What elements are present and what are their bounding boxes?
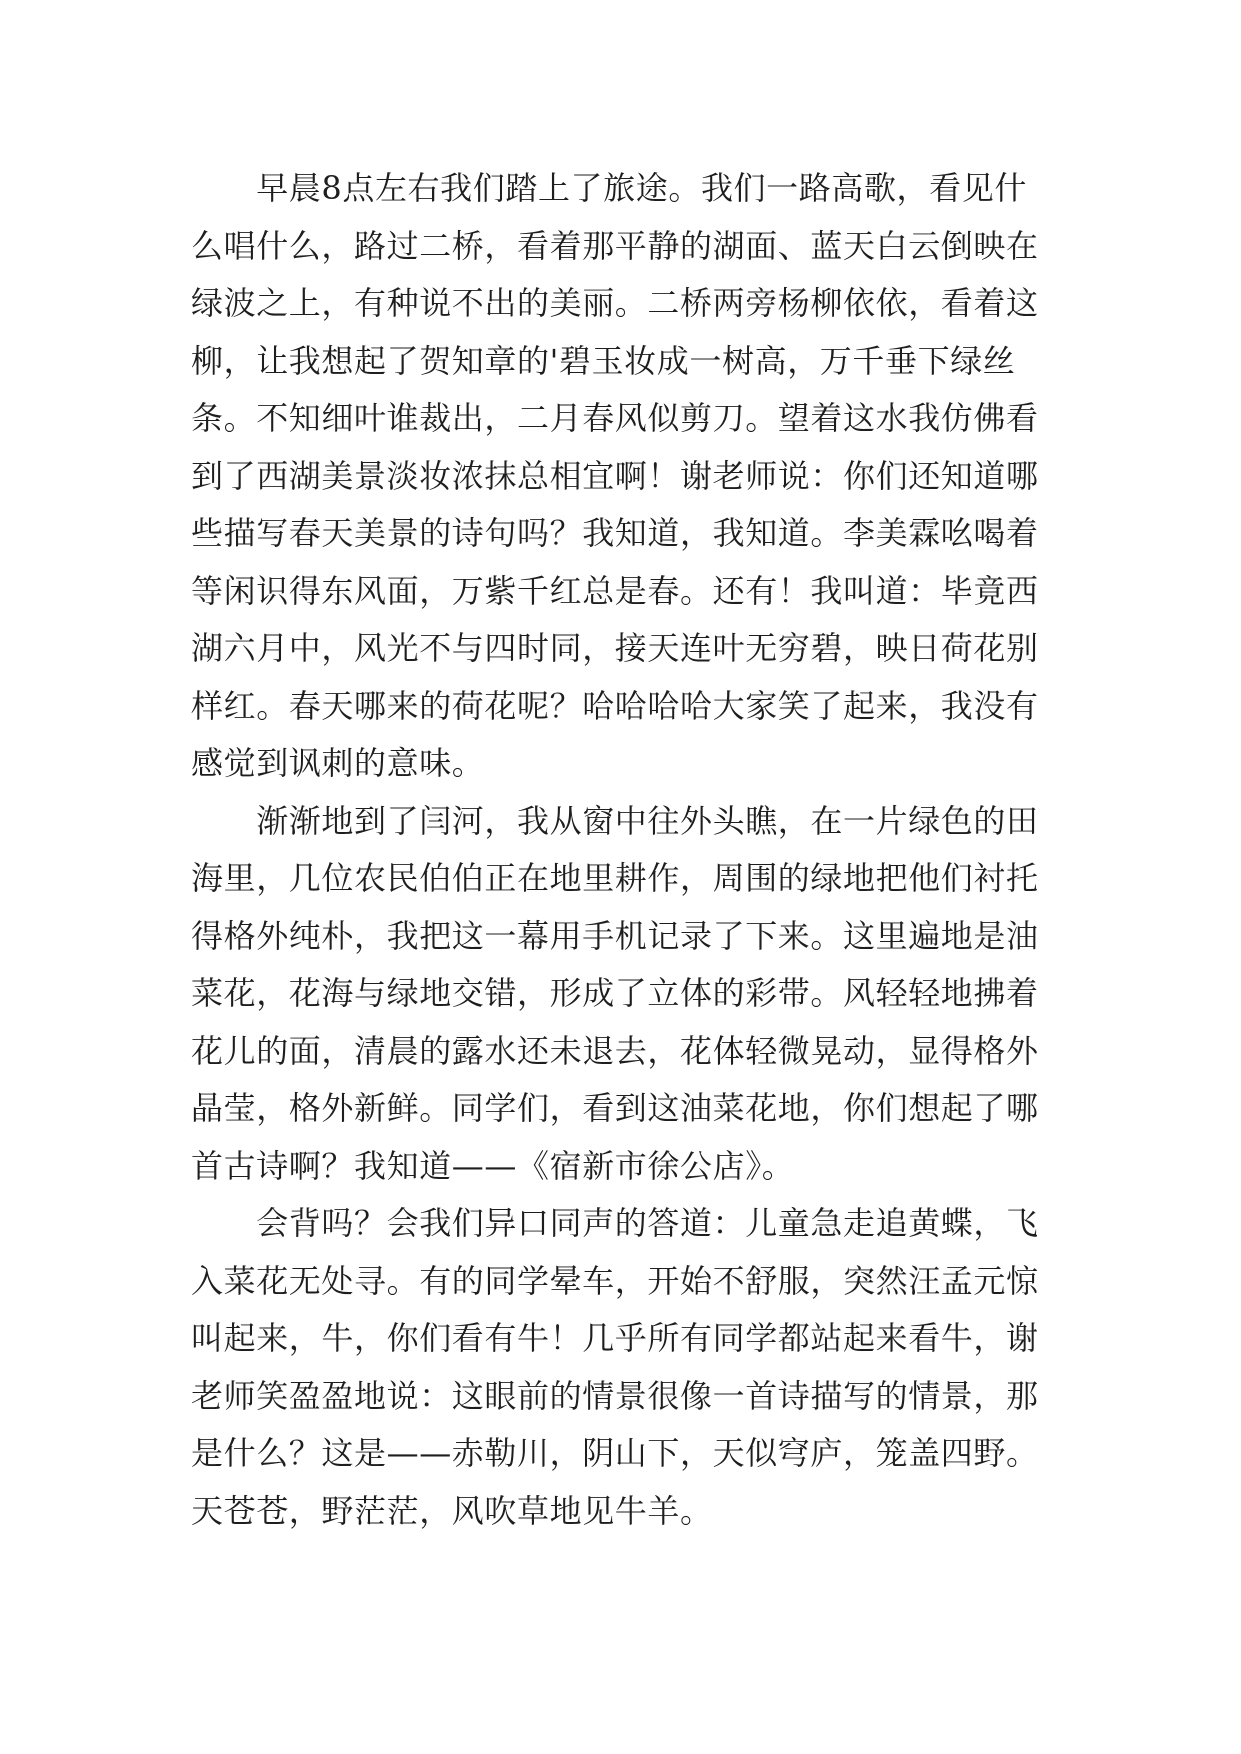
text-line: 样红。春天哪来的荷花呢？哈哈哈哈大家笑了起来，我没有 xyxy=(191,686,1039,725)
text-line: 入菜花无处寻。有的同学晕车，开始不舒服，突然汪孟元惊 xyxy=(191,1261,1039,1300)
paragraph-3 xyxy=(191,1195,1071,1540)
text-line: 条。不知细叶谁裁出，二月春风似剪刀。望着这水我仿佛看 xyxy=(191,399,1039,437)
text-line: 首古诗啊？我知道——《宿新市徐公店》。 xyxy=(191,1146,795,1185)
text-line: 菜花，花海与绿地交错，形成了立体的彩带。风轻轻地拂着 xyxy=(191,974,1039,1012)
text-line: 绿波之上，有种说不出的美丽。二桥两旁杨柳依依，看着这 xyxy=(191,284,1039,322)
text-line: 花儿的面，清晨的露水还未退去，花体轻微晃动，显得格外 xyxy=(191,1031,1039,1070)
text-line: 得格外纯朴，我把这一幕用手机记录了下来。这里遍地是油 xyxy=(191,916,1039,955)
text-line: 湖六月中，风光不与四时同，接天连叶无穷碧，映日荷花别 xyxy=(191,629,1039,667)
paragraph-1 xyxy=(191,160,1071,793)
paragraph-2 xyxy=(191,793,1071,1196)
text-line: 感觉到讽刺的意味。 xyxy=(191,744,485,782)
text-line: 是什么？这是——赤勒川，阴山下，天似穹庐，笼盖四野。 xyxy=(191,1434,1039,1472)
text-line: 等闲识得东风面，万紫千红总是春。还有！我叫道：毕竟西 xyxy=(191,571,1039,610)
text-line: 渐渐地到了闫河，我从窗中往外头瞧，在一片绿色的田 xyxy=(191,801,1039,840)
text-line: 晶莹，格外新鲜。同学们，看到这油菜花地，你们想起了哪 xyxy=(191,1089,1039,1127)
text-line: 早晨8点左右我们踏上了旅途。我们一路高歌，看见什 xyxy=(191,169,1027,207)
text-line: 叫起来，牛，你们看有牛！几乎所有同学都站起来看牛，谢 xyxy=(191,1319,1039,1357)
text-line: 些描写春天美景的诗句吗？我知道，我知道。李美霖吆喝着 xyxy=(191,514,1039,552)
text-line: 么唱什么，路过二桥，看着那平静的湖面、蓝天白云倒映在 xyxy=(191,226,1039,265)
text-line: 柳，让我想起了贺知章的'碧玉妆成一树高，万千垂下绿丝 xyxy=(191,341,1016,380)
text-line: 海里，几位农民伯伯正在地里耕作，周围的绿地把他们衬托 xyxy=(191,859,1039,897)
body-text xyxy=(191,160,1071,1540)
text-line: 老师笑盈盈地说：这眼前的情景很像一首诗描写的情景，那 xyxy=(191,1376,1039,1415)
text-line: 会背吗？会我们异口同声的答道：儿童急走追黄蝶，飞 xyxy=(191,1204,1039,1242)
text-line: 天苍苍，野茫茫，风吹草地见牛羊。 xyxy=(191,1491,713,1530)
text-line: 到了西湖美景淡妆浓抹总相宜啊！谢老师说：你们还知道哪 xyxy=(191,456,1039,495)
